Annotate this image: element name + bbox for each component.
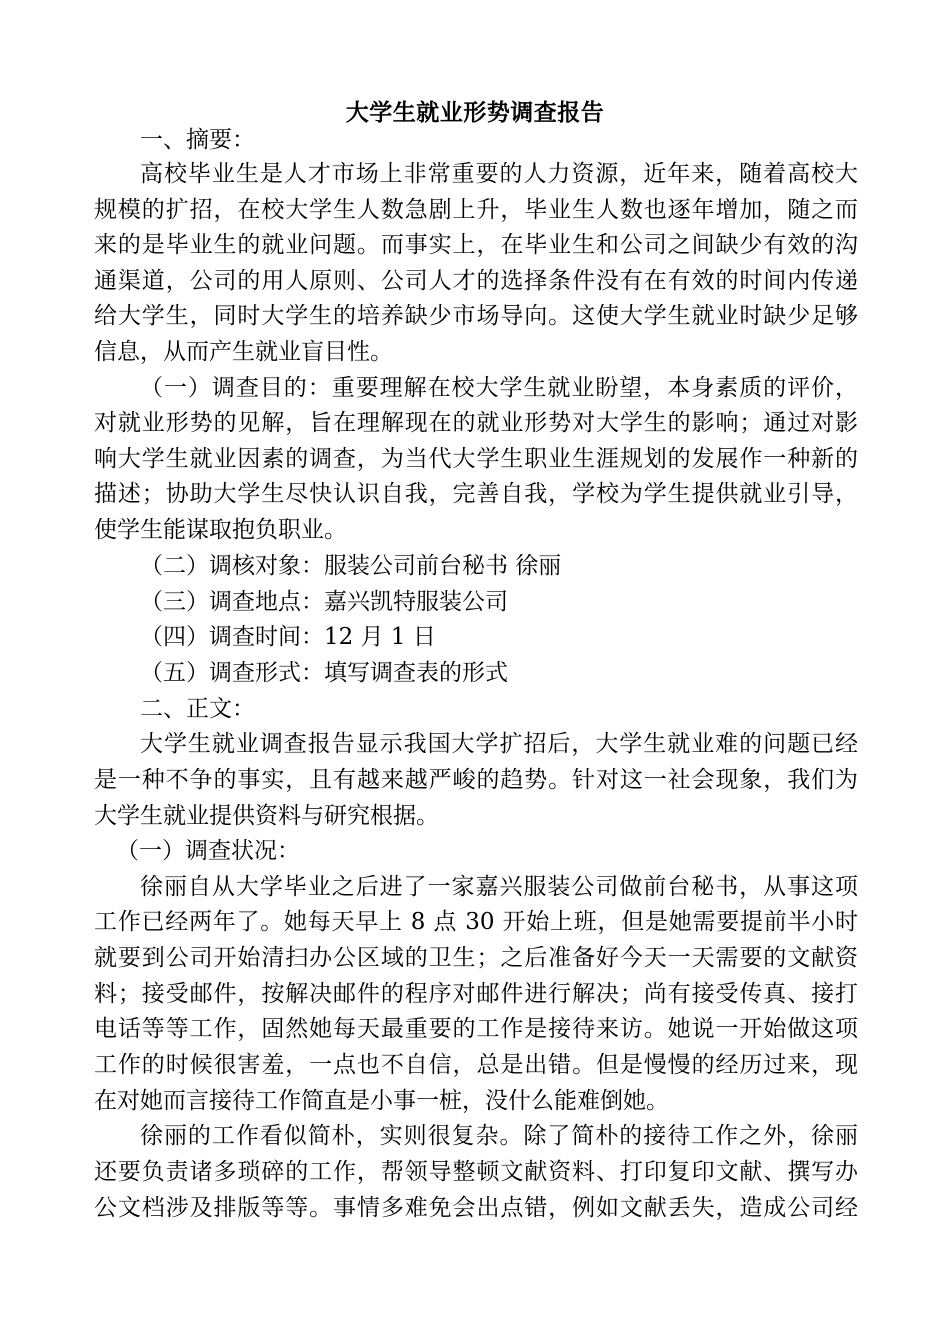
paragraph-line: 大学生就业提供资料与研究根据。 [94, 803, 439, 829]
survey-item-location: （三）调查地点：嘉兴凯特服装公司 [140, 589, 508, 615]
paragraph-line: 在对她而言接待工作简直是小事一桩，没什么能难倒她。 [94, 1088, 669, 1114]
document-title: 大学生就业形势调查报告 [345, 99, 605, 126]
paragraph-line: 使学生能谋取抱负职业。 [94, 517, 347, 543]
paragraph-line: 徐丽自从大学毕业之后进了一家嘉兴服装公司做前台秘书，从事这项 [140, 874, 858, 900]
paragraph-line: 对就业形势的见解，旨在理解现在的就业形势对大学生的影响；通过对影 [94, 410, 858, 436]
paragraph-line: 给大学生，同时大学生的培养缺少市场导向。这使大学生就业时缺少足够 [94, 303, 858, 329]
paragraph-line: 规模的扩招，在校大学生人数急剧上升，毕业生人数也逐年增加，随之而 [94, 197, 858, 223]
paragraph-line: 是一种不争的事实，且有越来越严峻的趋势。针对这一社会现象，我们为 [94, 767, 858, 793]
paragraph-line: 响大学生就业因素的调查，为当代大学生职业生涯规划的发展作一种新的 [94, 446, 858, 472]
paragraph-line: 就要到公司开始清扫办公区域的卫生；之后准备好今天一天需要的文献资 [94, 945, 858, 971]
paragraph-line: 描述；协助大学生尽快认识自我，完善自我，学校为学生提供就业引导， [94, 481, 858, 507]
paragraph-line: 高校毕业生是人才市场上非常重要的人力资源，近年来，随着高校大 [140, 161, 858, 187]
paragraph-line: 通渠道，公司的用人原则、公司人才的选择条件没有在有效的时间内传递 [94, 268, 858, 294]
survey-item-time: （四）调查时间：12 月 1 日 [140, 624, 436, 650]
survey-item-subject: （二）调核对象：服装公司前台秘书 徐丽 [140, 553, 562, 579]
paragraph-line: 来的是毕业生的就业问题。而事实上，在毕业生和公司之间缺少有效的沟 [94, 232, 858, 258]
subsection-heading-survey-status: （一）调查状况： [116, 838, 300, 864]
paragraph-line: 还要负责诸多琐碎的工作，帮领导整顿文献资料、打印复印文献、撰写办 [94, 1159, 858, 1185]
paragraph-line: 料；接受邮件，按解决邮件的程序对邮件进行解决；尚有接受传真、接打 [94, 981, 858, 1007]
paragraph-line: 工作已经两年了。她每天早上 8 点 30 开始上班，但是她需要提前半小时 [94, 909, 858, 935]
paragraph-line: 电话等等工作，固然她每天最重要的工作是接待来访。她说一开始做这项 [94, 1016, 858, 1042]
paragraph-line: 公文档涉及排版等等。事情多难免会出点错，例如文献丢失，造成公司经 [94, 1195, 858, 1221]
paragraph-line: 工作的时候很害羞，一点也不自信，总是出错。但是慢慢的经历过来，现 [94, 1052, 858, 1078]
paragraph-line: （一）调查目的：重要理解在校大学生就业盼望，本身素质的评价， [140, 375, 858, 401]
paragraph-line: 信息，从而产生就业盲目性。 [94, 339, 393, 365]
section-heading-abstract: 一、摘要： [140, 127, 255, 153]
section-heading-body: 二、正文： [140, 696, 255, 722]
paragraph-line: 大学生就业调查报告显示我国大学扩招后，大学生就业难的问题已经 [140, 731, 858, 757]
survey-item-form: （五）调查形式：填写调查表的形式 [140, 660, 508, 686]
paragraph-line: 徐丽的工作看似简朴，实则很复杂。除了简朴的接待工作之外，徐丽 [140, 1123, 858, 1149]
